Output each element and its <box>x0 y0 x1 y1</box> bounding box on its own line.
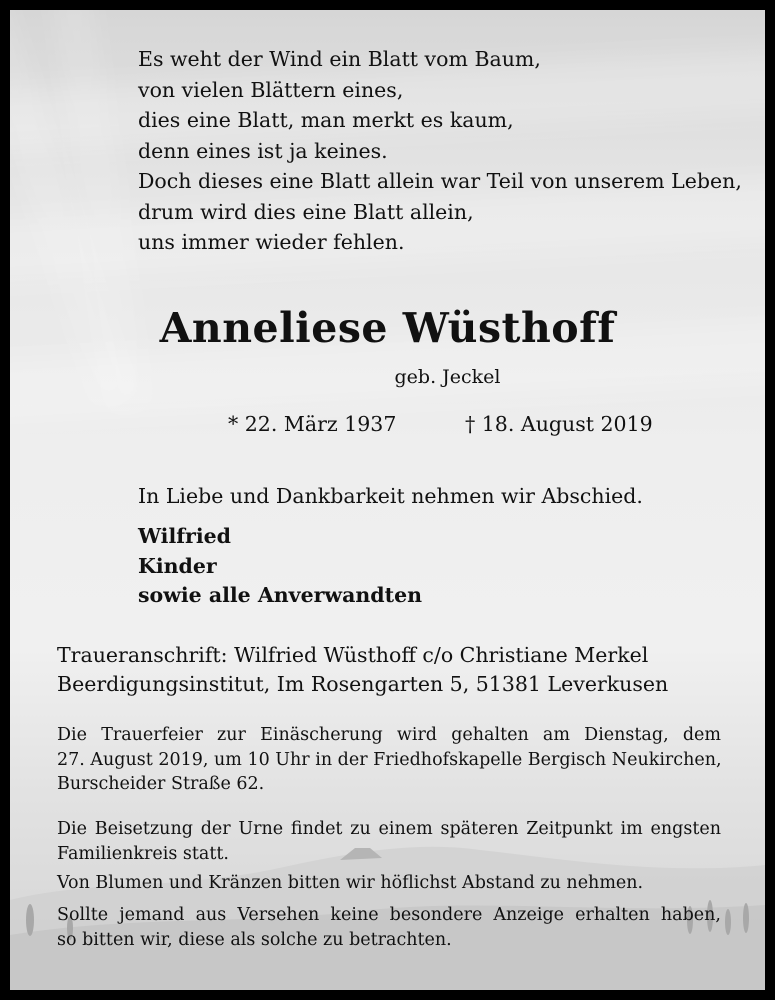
poem-line: uns immer wieder fehlen. <box>138 230 405 254</box>
urn-line: Familienkreis statt. <box>57 843 229 864</box>
mourning-address <box>57 641 668 699</box>
poem-line: denn eines ist ja keines. <box>138 138 388 163</box>
flowers-info <box>57 871 721 896</box>
survivor: sowie alle Anverwandten <box>138 583 423 607</box>
ceremony-line: 27. August 2019, um 10 Uhr in der Friedhofskapelle Bergisch Neukirchen, <box>57 749 722 770</box>
poem-line: Doch dieses eine Blatt allein war Teil von unserem Leben, <box>138 169 742 193</box>
urn-info <box>57 817 721 866</box>
poem-line: drum wird dies eine Blatt allein, <box>138 199 474 224</box>
birth-date: * 22. März 1937 <box>228 412 397 436</box>
survivor: Kinder <box>138 553 217 578</box>
ceremony-info <box>57 723 721 797</box>
farewell-line: In Liebe und Dankbarkeit nehmen wir Abschied. <box>138 484 643 508</box>
address-line: Traueranschrift: Wilfried Wüsthoff c/o Christiane Merkel <box>57 643 649 667</box>
poem <box>138 44 742 258</box>
birth-name: geb. Jeckel <box>394 366 501 388</box>
ceremony-line: Die Trauerfeier zur Einäscherung wird gehalten am Dienstag, dem <box>57 725 721 745</box>
poem-line: dies eine Blatt, man merkt es kaum, <box>138 108 514 132</box>
poem-line: Es weht der Wind ein Blatt vom Baum, <box>138 47 541 71</box>
ceremony-line: Burscheider Straße 62. <box>57 774 265 795</box>
poem-line: von vielen Blättern eines, <box>138 77 404 102</box>
notice-note <box>57 903 721 952</box>
death-date: † 18. August 2019 <box>465 412 653 436</box>
obituary-notice <box>10 10 765 990</box>
note-line: so bitten wir, diese als solche zu betrachten. <box>57 929 452 950</box>
survivors-list <box>138 522 422 611</box>
survivor: Wilfried <box>138 524 232 548</box>
flowers-line: Von Blumen und Kränzen bitten wir höflichst Abstand zu nehmen. <box>57 873 644 893</box>
urn-line: Die Beisetzung der Urne findet zu einem späteren Zeitpunkt im engsten <box>57 819 721 839</box>
note-line: Sollte jemand aus Versehen keine besondere Anzeige erhalten haben, <box>57 905 721 925</box>
address-line: Beerdigungsinstitut, Im Rosengarten 5, 51381 Leverkusen <box>57 672 669 696</box>
deceased-name: Anneliese Wüsthoff <box>159 304 616 352</box>
